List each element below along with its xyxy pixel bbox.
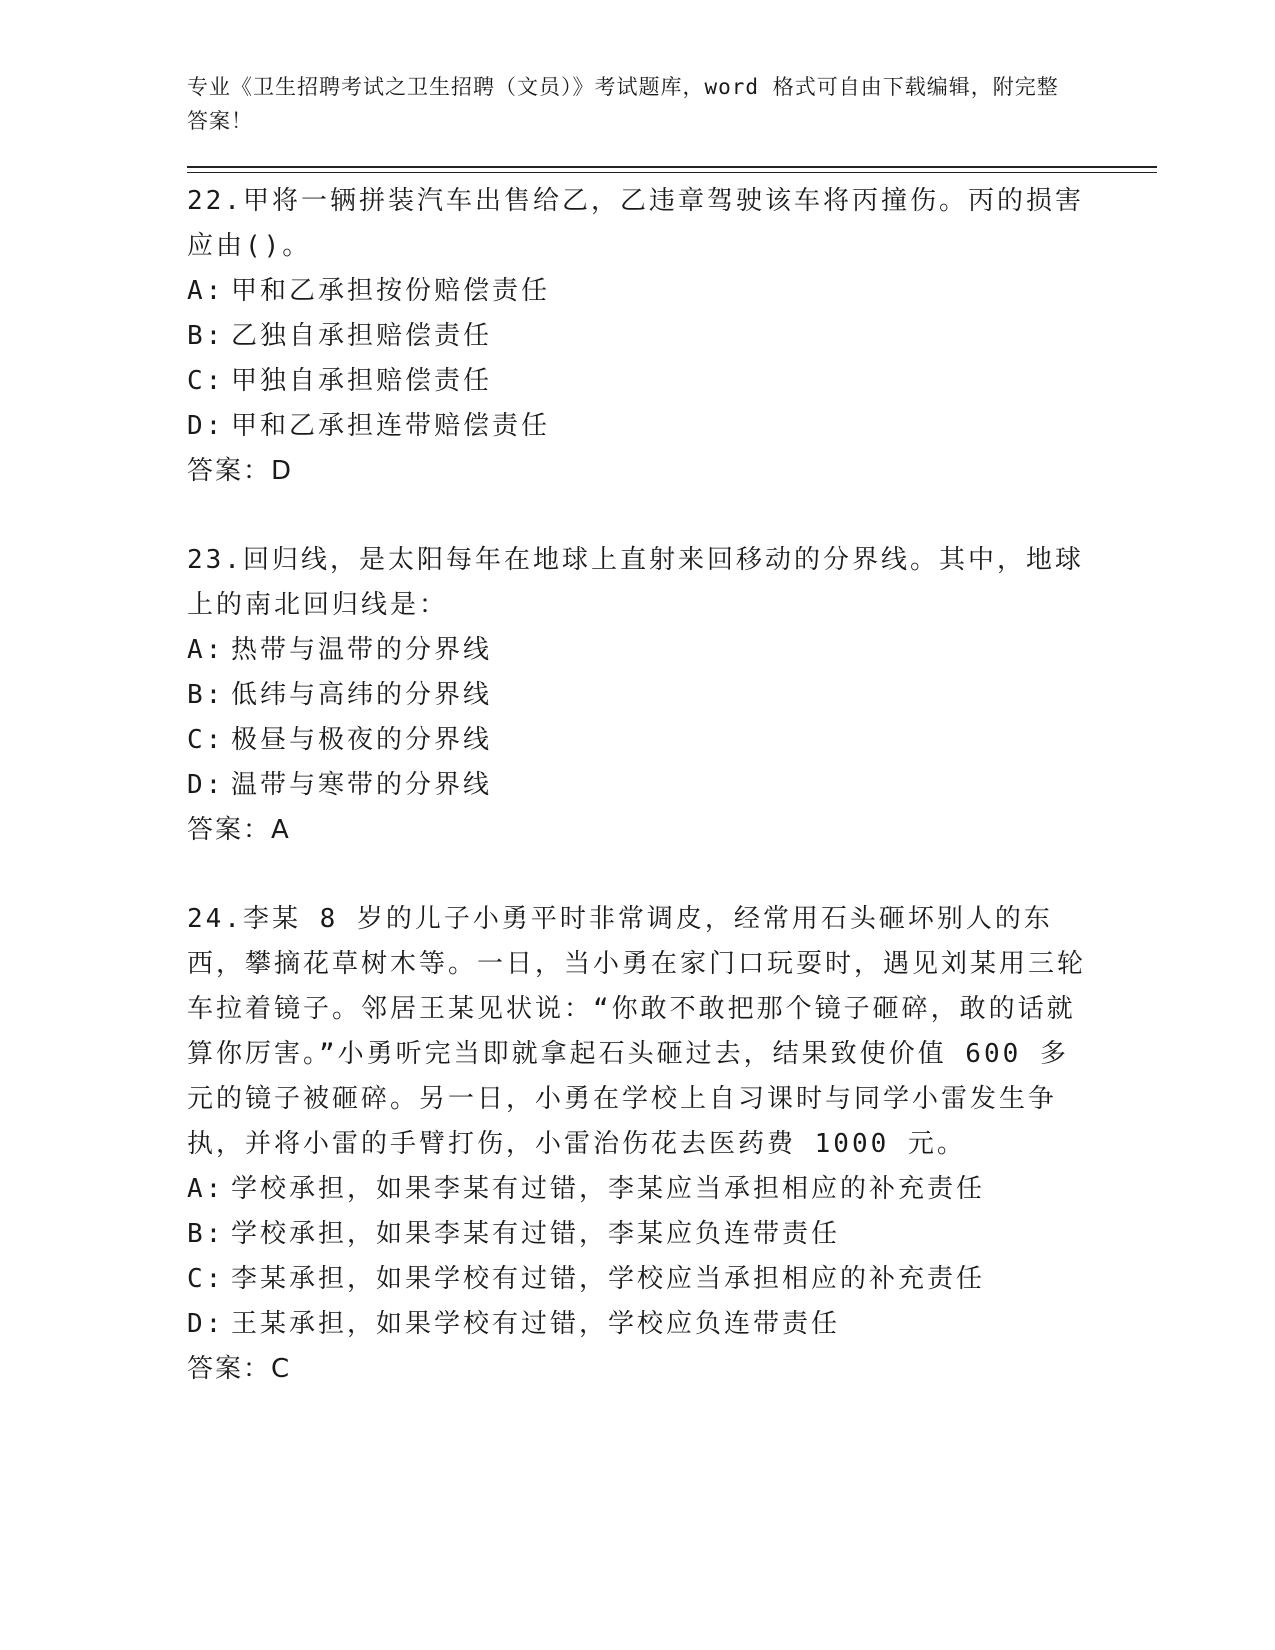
option-letter: C: — [187, 1264, 225, 1294]
question-text: 23.回归线，是太阳每年在地球上直射来回移动的分界线。其中，地球上的南北回归线是： — [187, 545, 1084, 620]
option-text: 热带与温带的分界线 — [231, 635, 493, 665]
option-d — [187, 404, 1157, 449]
question-text: 24.李某 8 岁的儿子小勇平时非常调皮，经常用石头砸坏别人的东西，攀摘花草树木等。一日，当小勇在家门口玩耍时，遇见刘某用三轮车拉着镜子。邻居王某见状说：“你敢不敢把那个镜子砸碎，敢的话就算你厉害。”小勇听完当即就拿起石头砸过去，结果致使价值 600 多元的镜子被砸碎。另一日，小勇在学校上自习课时与同学小雷发生争执，并将小雷的手臂打伤，小雷治伤花去医药费 1000 元。 — [187, 904, 1087, 1159]
option-letter: B: — [187, 321, 225, 351]
option-letter: D: — [187, 770, 225, 800]
divider-thick — [187, 166, 1157, 168]
answer-line: 答案：D — [187, 456, 294, 486]
option-a — [187, 628, 1157, 673]
option-text: 学校承担，如果李某有过错，李某应当承担相应的补充责任 — [231, 1174, 986, 1204]
option-text: 甲和乙承担连带赔偿责任 — [231, 411, 551, 441]
option-a — [187, 1167, 1157, 1212]
option-text: 甲独自承担赔偿责任 — [231, 366, 493, 396]
divider-thin — [187, 172, 1157, 173]
option-b — [187, 1212, 1157, 1257]
option-c — [187, 1257, 1157, 1302]
option-d — [187, 763, 1157, 808]
document-header: 专业《卫生招聘考试之卫生招聘（文员）》考试题库，word 格式可自由下载编辑，附完整答案！ — [187, 75, 1059, 133]
question-23 — [187, 538, 1157, 853]
answer-line: 答案：C — [187, 1354, 292, 1384]
option-text: 乙独自承担赔偿责任 — [231, 321, 493, 351]
option-letter: A: — [187, 635, 225, 665]
question-22 — [187, 179, 1157, 494]
option-letter: B: — [187, 1219, 225, 1249]
header-divider — [187, 166, 1157, 173]
question-text: 22.甲将一辆拼装汽车出售给乙，乙违章驾驶该车将丙撞伤。丙的损害应由()。 — [187, 186, 1084, 261]
option-letter: D: — [187, 411, 225, 441]
option-text: 极昼与极夜的分界线 — [231, 725, 493, 755]
option-text: 王某承担，如果学校有过错，学校应负连带责任 — [231, 1309, 841, 1339]
option-text: 低纬与高纬的分界线 — [231, 680, 493, 710]
option-b — [187, 673, 1157, 718]
question-24 — [187, 897, 1157, 1392]
option-text: 温带与寒带的分界线 — [231, 770, 493, 800]
option-b — [187, 314, 1157, 359]
option-text: 学校承担，如果李某有过错，李某应负连带责任 — [231, 1219, 841, 1249]
option-letter: C: — [187, 725, 225, 755]
option-a — [187, 269, 1157, 314]
option-c — [187, 718, 1157, 763]
option-d — [187, 1302, 1157, 1347]
option-letter: B: — [187, 680, 225, 710]
answer-line: 答案：A — [187, 815, 291, 845]
document-page — [187, 70, 1157, 1392]
option-c — [187, 359, 1157, 404]
option-letter: D: — [187, 1309, 225, 1339]
option-letter: A: — [187, 1174, 225, 1204]
option-letter: C: — [187, 366, 225, 396]
option-text: 李某承担，如果学校有过错，学校应当承担相应的补充责任 — [231, 1264, 986, 1294]
option-letter: A: — [187, 276, 225, 306]
option-text: 甲和乙承担按份赔偿责任 — [231, 276, 551, 306]
